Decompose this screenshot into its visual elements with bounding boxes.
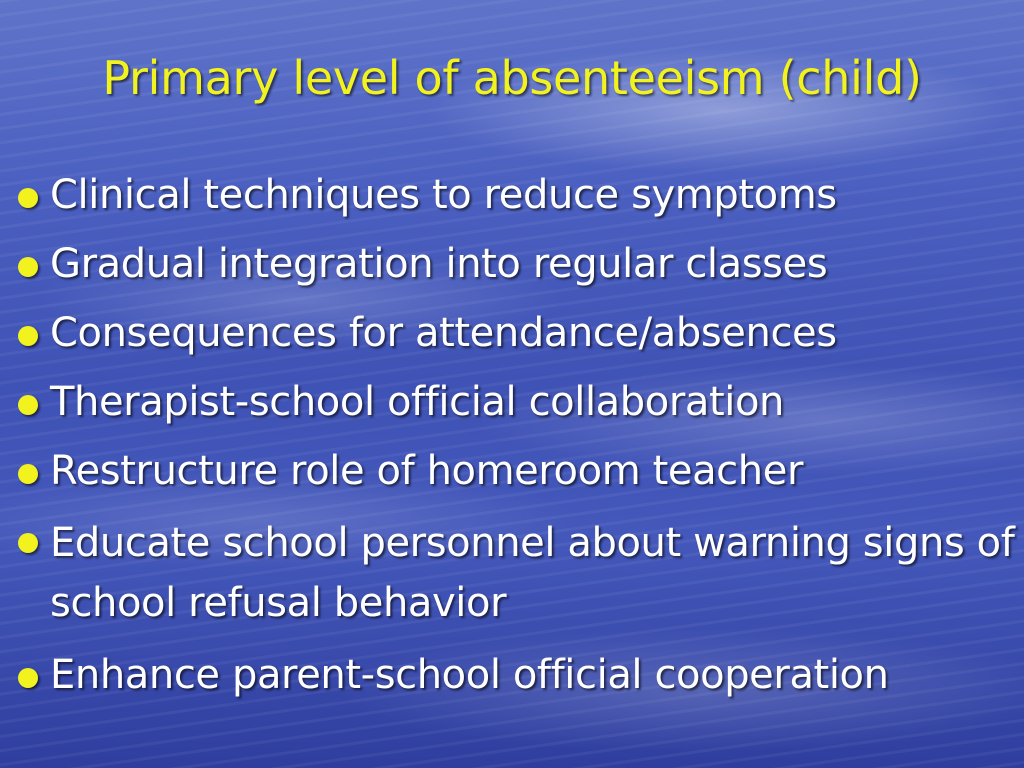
bullet-text: Educate school personnel about warning signs of school refusal behavior — [50, 520, 1015, 626]
bullet-dot-icon — [18, 188, 38, 208]
bullet-list — [18, 168, 1016, 717]
bullet-dot-icon — [18, 257, 38, 277]
bullet-text: Enhance parent-school official cooperation — [50, 652, 889, 698]
bullet-text: Clinical techniques to reduce symptoms — [50, 172, 837, 218]
bullet-dot-icon — [18, 464, 38, 484]
bullet-item — [18, 306, 1016, 360]
bullet-item — [18, 375, 1016, 429]
bullet-dot-icon — [18, 395, 38, 415]
bullet-item — [18, 513, 1016, 633]
bullet-text: Gradual integration into regular classes — [50, 241, 828, 287]
bullet-dot-icon — [18, 326, 38, 346]
bullet-item — [18, 444, 1016, 498]
bullet-text: Restructure role of homeroom teacher — [50, 448, 803, 494]
bullet-dot-icon — [18, 533, 38, 553]
bullet-item — [18, 648, 1016, 702]
bullet-dot-icon — [18, 668, 38, 688]
bullet-item — [18, 237, 1016, 291]
slide-title: Primary level of absenteeism (child) — [102, 51, 922, 105]
bullet-item — [18, 168, 1016, 222]
bullet-text: Therapist-school official collaboration — [50, 379, 785, 425]
bullet-text: Consequences for attendance/absences — [50, 310, 837, 356]
